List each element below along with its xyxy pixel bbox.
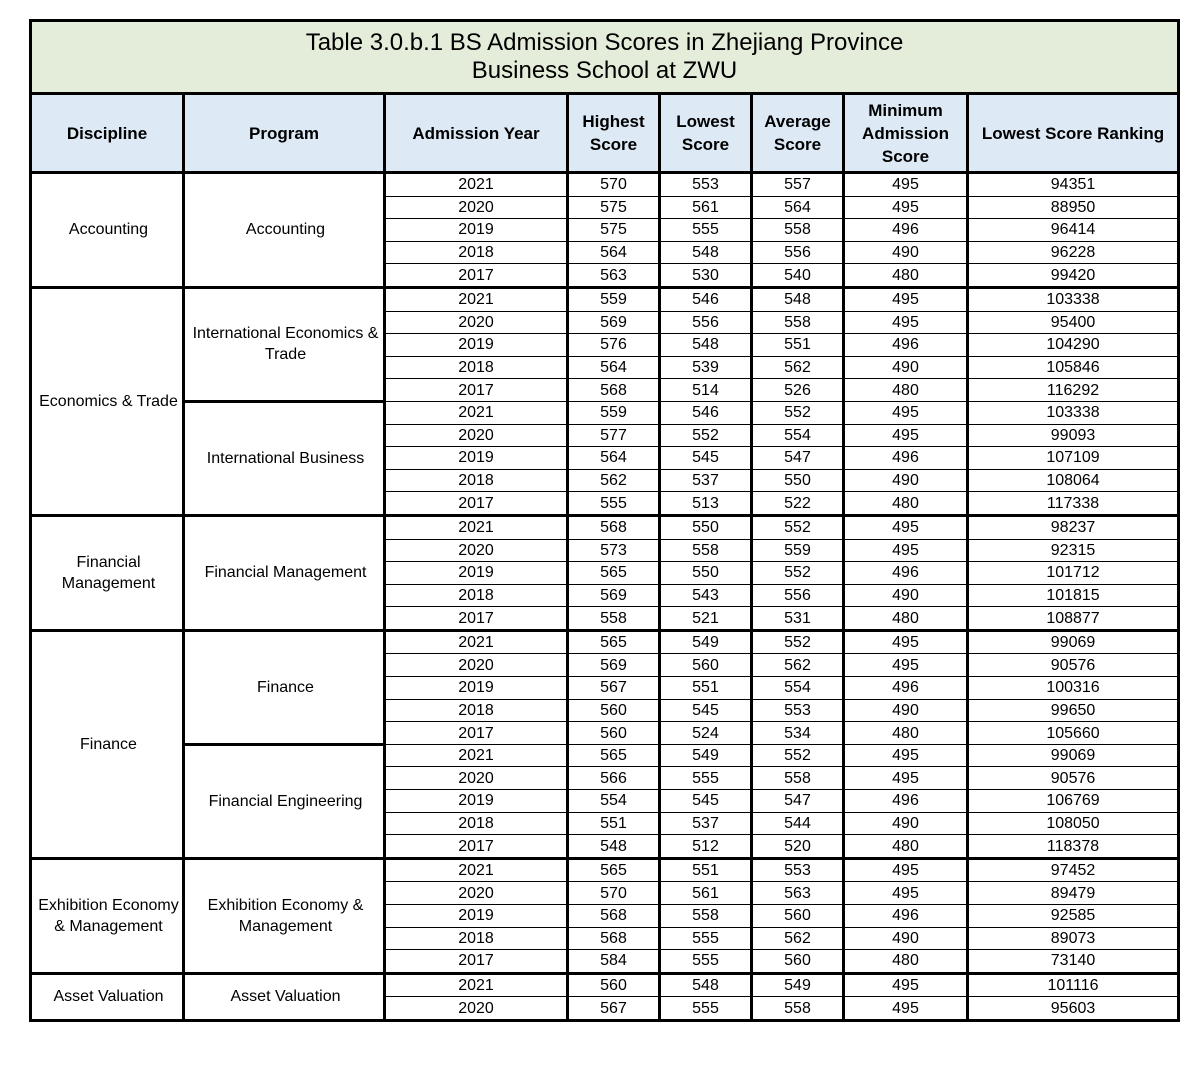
year-cell: 2018	[385, 356, 568, 379]
year-cell: 2019	[385, 219, 568, 242]
table-row	[31, 401, 1179, 424]
average-score-cell: 552	[752, 562, 844, 585]
lowest-score-cell: 555	[660, 997, 752, 1021]
average-score-cell: 562	[752, 654, 844, 677]
highest-score-cell: 565	[568, 562, 660, 585]
minimum-score-cell: 480	[844, 379, 968, 402]
average-score-cell: 563	[752, 882, 844, 905]
lowest-score-cell: 549	[660, 744, 752, 767]
lowest-score-cell: 555	[660, 219, 752, 242]
year-cell: 2021	[385, 858, 568, 882]
ranking-cell: 105846	[968, 356, 1179, 379]
minimum-score-cell: 495	[844, 630, 968, 654]
ranking-cell: 90576	[968, 654, 1179, 677]
ranking-cell: 99069	[968, 744, 1179, 767]
average-score-cell: 558	[752, 311, 844, 334]
minimum-score-cell: 480	[844, 950, 968, 974]
average-score-cell: 558	[752, 997, 844, 1021]
ranking-cell: 101815	[968, 584, 1179, 607]
minimum-score-cell: 480	[844, 835, 968, 859]
discipline-group	[31, 287, 1179, 515]
ranking-cell: 101116	[968, 973, 1179, 997]
lowest-score-cell: 546	[660, 287, 752, 311]
highest-score-cell: 569	[568, 584, 660, 607]
lowest-score-cell: 551	[660, 858, 752, 882]
ranking-cell: 98237	[968, 515, 1179, 539]
program-cell: International Economics & Trade	[184, 287, 385, 401]
average-score-cell: 551	[752, 334, 844, 357]
lowest-score-cell: 550	[660, 515, 752, 539]
year-cell: 2018	[385, 469, 568, 492]
lowest-score-cell: 537	[660, 812, 752, 835]
ranking-cell: 116292	[968, 379, 1179, 402]
highest-score-cell: 575	[568, 196, 660, 219]
ranking-cell: 105660	[968, 722, 1179, 745]
lowest-score-cell: 521	[660, 607, 752, 631]
minimum-score-cell: 495	[844, 287, 968, 311]
lowest-score-cell: 558	[660, 539, 752, 562]
header-row	[31, 94, 1179, 173]
highest-score-cell: 564	[568, 356, 660, 379]
average-score-cell: 522	[752, 492, 844, 516]
minimum-score-cell: 495	[844, 767, 968, 790]
minimum-score-cell: 480	[844, 607, 968, 631]
discipline-cell: Finance	[31, 630, 184, 858]
minimum-score-cell: 496	[844, 677, 968, 700]
average-score-cell: 562	[752, 356, 844, 379]
discipline-cell: Financial Management	[31, 515, 184, 630]
program-cell: Asset Valuation	[184, 973, 385, 1020]
discipline-group	[31, 630, 1179, 858]
ranking-cell: 88950	[968, 196, 1179, 219]
lowest-score-cell: 555	[660, 927, 752, 950]
average-score-cell: 531	[752, 607, 844, 631]
highest-score-cell: 573	[568, 539, 660, 562]
highest-score-cell: 569	[568, 311, 660, 334]
ranking-cell: 100316	[968, 677, 1179, 700]
ranking-cell: 96228	[968, 241, 1179, 264]
minimum-score-cell: 495	[844, 882, 968, 905]
program-cell: Financial Engineering	[184, 744, 385, 858]
highest-score-cell: 568	[568, 927, 660, 950]
minimum-score-cell: 495	[844, 744, 968, 767]
average-score-cell: 547	[752, 790, 844, 813]
ranking-cell: 95603	[968, 997, 1179, 1021]
ranking-cell: 97452	[968, 858, 1179, 882]
ranking-cell: 106769	[968, 790, 1179, 813]
ranking-cell: 89479	[968, 882, 1179, 905]
highest-score-cell: 567	[568, 997, 660, 1021]
highest-score-cell: 575	[568, 219, 660, 242]
lowest-score-cell: 545	[660, 699, 752, 722]
ranking-cell: 89073	[968, 927, 1179, 950]
year-cell: 2021	[385, 973, 568, 997]
admission-table-container	[29, 19, 1177, 1022]
discipline-group	[31, 858, 1179, 973]
ranking-cell: 108050	[968, 812, 1179, 835]
highest-score-cell: 559	[568, 401, 660, 424]
highest-score-cell: 558	[568, 607, 660, 631]
program-cell: Finance	[184, 630, 385, 744]
lowest-score-cell: 513	[660, 492, 752, 516]
highest-score-cell: 560	[568, 699, 660, 722]
header-lowest-score-ranking: Lowest Score Ranking	[968, 94, 1179, 173]
year-cell: 2020	[385, 539, 568, 562]
header-lowest-score: Lowest Score	[660, 94, 752, 173]
average-score-cell: 548	[752, 287, 844, 311]
highest-score-cell: 576	[568, 334, 660, 357]
header-minimum-admission-score: Minimum Admission Score	[844, 94, 968, 173]
minimum-score-cell: 496	[844, 334, 968, 357]
average-score-cell: 554	[752, 677, 844, 700]
year-cell: 2020	[385, 311, 568, 334]
ranking-cell: 103338	[968, 287, 1179, 311]
average-score-cell: 549	[752, 973, 844, 997]
highest-score-cell: 554	[568, 790, 660, 813]
lowest-score-cell: 555	[660, 767, 752, 790]
lowest-score-cell: 524	[660, 722, 752, 745]
lowest-score-cell: 555	[660, 950, 752, 974]
minimum-score-cell: 490	[844, 356, 968, 379]
minimum-score-cell: 495	[844, 173, 968, 197]
year-cell: 2021	[385, 173, 568, 197]
year-cell: 2019	[385, 905, 568, 928]
lowest-score-cell: 539	[660, 356, 752, 379]
average-score-cell: 547	[752, 447, 844, 470]
minimum-score-cell: 495	[844, 515, 968, 539]
ranking-cell: 92315	[968, 539, 1179, 562]
discipline-group	[31, 515, 1179, 630]
average-score-cell: 556	[752, 584, 844, 607]
discipline-group	[31, 173, 1179, 288]
year-cell: 2021	[385, 287, 568, 311]
discipline-cell: Asset Valuation	[31, 973, 184, 1020]
table-title-line2: Business School at ZWU	[471, 57, 738, 84]
program-cell: Exhibition Economy & Management	[184, 858, 385, 973]
minimum-score-cell: 495	[844, 858, 968, 882]
table-title	[31, 21, 1179, 94]
header-admission-year: Admission Year	[385, 94, 568, 173]
minimum-score-cell: 495	[844, 973, 968, 997]
lowest-score-cell: 530	[660, 264, 752, 288]
year-cell: 2020	[385, 767, 568, 790]
year-cell: 2020	[385, 196, 568, 219]
discipline-cell: Exhibition Economy & Management	[31, 858, 184, 973]
minimum-score-cell: 495	[844, 654, 968, 677]
average-score-cell: 553	[752, 858, 844, 882]
discipline-group	[31, 973, 1179, 1020]
average-score-cell: 552	[752, 630, 844, 654]
year-cell: 2021	[385, 515, 568, 539]
year-cell: 2020	[385, 997, 568, 1021]
year-cell: 2017	[385, 607, 568, 631]
highest-score-cell: 562	[568, 469, 660, 492]
ranking-cell: 94351	[968, 173, 1179, 197]
year-cell: 2021	[385, 401, 568, 424]
minimum-score-cell: 496	[844, 905, 968, 928]
average-score-cell: 550	[752, 469, 844, 492]
year-cell: 2021	[385, 630, 568, 654]
program-cell: Financial Management	[184, 515, 385, 630]
year-cell: 2017	[385, 379, 568, 402]
average-score-cell: 553	[752, 699, 844, 722]
ranking-cell: 73140	[968, 950, 1179, 974]
minimum-score-cell: 495	[844, 401, 968, 424]
minimum-score-cell: 495	[844, 311, 968, 334]
average-score-cell: 560	[752, 905, 844, 928]
ranking-cell: 92585	[968, 905, 1179, 928]
ranking-cell: 90576	[968, 767, 1179, 790]
year-cell: 2017	[385, 722, 568, 745]
header-average-score: Average Score	[752, 94, 844, 173]
highest-score-cell: 570	[568, 882, 660, 905]
lowest-score-cell: 537	[660, 469, 752, 492]
highest-score-cell: 564	[568, 241, 660, 264]
year-cell: 2018	[385, 241, 568, 264]
table-row	[31, 173, 1179, 197]
ranking-cell: 104290	[968, 334, 1179, 357]
year-cell: 2019	[385, 334, 568, 357]
discipline-cell: Accounting	[31, 173, 184, 288]
lowest-score-cell: 558	[660, 905, 752, 928]
ranking-cell: 96414	[968, 219, 1179, 242]
year-cell: 2017	[385, 492, 568, 516]
minimum-score-cell: 496	[844, 219, 968, 242]
program-cell: Accounting	[184, 173, 385, 288]
year-cell: 2020	[385, 882, 568, 905]
highest-score-cell: 567	[568, 677, 660, 700]
highest-score-cell: 565	[568, 630, 660, 654]
average-score-cell: 520	[752, 835, 844, 859]
ranking-cell: 99093	[968, 424, 1179, 447]
lowest-score-cell: 556	[660, 311, 752, 334]
highest-score-cell: 563	[568, 264, 660, 288]
average-score-cell: 540	[752, 264, 844, 288]
lowest-score-cell: 552	[660, 424, 752, 447]
ranking-cell: 101712	[968, 562, 1179, 585]
table-row	[31, 515, 1179, 539]
average-score-cell: 558	[752, 767, 844, 790]
ranking-cell: 108064	[968, 469, 1179, 492]
year-cell: 2019	[385, 790, 568, 813]
highest-score-cell: 566	[568, 767, 660, 790]
minimum-score-cell: 496	[844, 562, 968, 585]
minimum-score-cell: 490	[844, 927, 968, 950]
program-cell: International Business	[184, 401, 385, 515]
minimum-score-cell: 480	[844, 492, 968, 516]
average-score-cell: 534	[752, 722, 844, 745]
ranking-cell: 107109	[968, 447, 1179, 470]
average-score-cell: 552	[752, 515, 844, 539]
table-title-line1: Table 3.0.b.1 BS Admission Scores in Zhejiang Province	[305, 29, 904, 56]
year-cell: 2019	[385, 562, 568, 585]
minimum-score-cell: 480	[844, 264, 968, 288]
minimum-score-cell: 495	[844, 196, 968, 219]
highest-score-cell: 565	[568, 858, 660, 882]
highest-score-cell: 577	[568, 424, 660, 447]
table-row	[31, 630, 1179, 654]
lowest-score-cell: 545	[660, 447, 752, 470]
year-cell: 2020	[385, 654, 568, 677]
minimum-score-cell: 490	[844, 812, 968, 835]
ranking-cell: 108877	[968, 607, 1179, 631]
minimum-score-cell: 495	[844, 424, 968, 447]
lowest-score-cell: 512	[660, 835, 752, 859]
lowest-score-cell: 561	[660, 882, 752, 905]
discipline-cell: Economics & Trade	[31, 287, 184, 515]
year-cell: 2018	[385, 812, 568, 835]
average-score-cell: 526	[752, 379, 844, 402]
lowest-score-cell: 561	[660, 196, 752, 219]
highest-score-cell: 564	[568, 447, 660, 470]
year-cell: 2018	[385, 699, 568, 722]
highest-score-cell: 584	[568, 950, 660, 974]
lowest-score-cell: 550	[660, 562, 752, 585]
header-discipline: Discipline	[31, 94, 184, 173]
average-score-cell: 544	[752, 812, 844, 835]
ranking-cell: 103338	[968, 401, 1179, 424]
year-cell: 2018	[385, 927, 568, 950]
average-score-cell: 560	[752, 950, 844, 974]
minimum-score-cell: 490	[844, 241, 968, 264]
highest-score-cell: 565	[568, 744, 660, 767]
ranking-cell: 99069	[968, 630, 1179, 654]
ranking-cell: 118378	[968, 835, 1179, 859]
lowest-score-cell: 560	[660, 654, 752, 677]
ranking-cell: 99420	[968, 264, 1179, 288]
lowest-score-cell: 549	[660, 630, 752, 654]
highest-score-cell: 555	[568, 492, 660, 516]
highest-score-cell: 568	[568, 905, 660, 928]
minimum-score-cell: 496	[844, 790, 968, 813]
ranking-cell: 99650	[968, 699, 1179, 722]
lowest-score-cell: 553	[660, 173, 752, 197]
lowest-score-cell: 548	[660, 334, 752, 357]
minimum-score-cell: 490	[844, 584, 968, 607]
highest-score-cell: 559	[568, 287, 660, 311]
lowest-score-cell: 514	[660, 379, 752, 402]
year-cell: 2019	[385, 447, 568, 470]
lowest-score-cell: 545	[660, 790, 752, 813]
average-score-cell: 554	[752, 424, 844, 447]
minimum-score-cell: 495	[844, 997, 968, 1021]
table-row	[31, 744, 1179, 767]
average-score-cell: 552	[752, 401, 844, 424]
highest-score-cell: 570	[568, 173, 660, 197]
highest-score-cell: 551	[568, 812, 660, 835]
minimum-score-cell: 495	[844, 539, 968, 562]
ranking-cell: 95400	[968, 311, 1179, 334]
year-cell: 2020	[385, 424, 568, 447]
highest-score-cell: 568	[568, 379, 660, 402]
year-cell: 2017	[385, 264, 568, 288]
header-program: Program	[184, 94, 385, 173]
average-score-cell: 558	[752, 219, 844, 242]
table-row	[31, 287, 1179, 311]
year-cell: 2017	[385, 835, 568, 859]
year-cell: 2021	[385, 744, 568, 767]
average-score-cell: 552	[752, 744, 844, 767]
lowest-score-cell: 546	[660, 401, 752, 424]
lowest-score-cell: 543	[660, 584, 752, 607]
year-cell: 2017	[385, 950, 568, 974]
year-cell: 2018	[385, 584, 568, 607]
lowest-score-cell: 548	[660, 241, 752, 264]
minimum-score-cell: 490	[844, 469, 968, 492]
table-row	[31, 973, 1179, 997]
highest-score-cell: 568	[568, 515, 660, 539]
average-score-cell: 557	[752, 173, 844, 197]
header-highest-score: Highest Score	[568, 94, 660, 173]
lowest-score-cell: 551	[660, 677, 752, 700]
minimum-score-cell: 496	[844, 447, 968, 470]
average-score-cell: 564	[752, 196, 844, 219]
highest-score-cell: 560	[568, 722, 660, 745]
admission-scores-table	[29, 19, 1180, 1022]
average-score-cell: 559	[752, 539, 844, 562]
minimum-score-cell: 490	[844, 699, 968, 722]
ranking-cell: 117338	[968, 492, 1179, 516]
average-score-cell: 562	[752, 927, 844, 950]
average-score-cell: 556	[752, 241, 844, 264]
highest-score-cell: 569	[568, 654, 660, 677]
lowest-score-cell: 548	[660, 973, 752, 997]
minimum-score-cell: 480	[844, 722, 968, 745]
year-cell: 2019	[385, 677, 568, 700]
highest-score-cell: 560	[568, 973, 660, 997]
highest-score-cell: 548	[568, 835, 660, 859]
table-row	[31, 858, 1179, 882]
